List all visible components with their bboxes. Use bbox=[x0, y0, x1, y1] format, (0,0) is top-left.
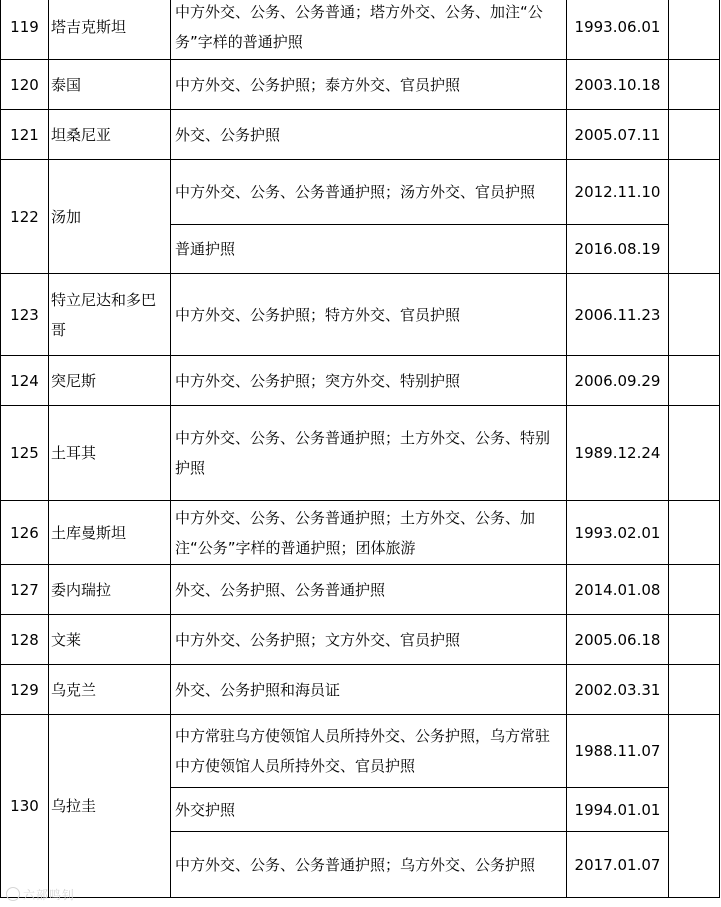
passport-coverage: 中方外交、公务、公务普通护照；土方外交、公务、特别护照 bbox=[171, 406, 567, 501]
country-name: 土库曼斯坦 bbox=[49, 501, 171, 565]
blank-cell bbox=[669, 615, 720, 665]
passport-coverage: 中方外交、公务、公务普通护照；汤方外交、官员护照 bbox=[171, 160, 567, 225]
row-number: 128 bbox=[1, 615, 49, 665]
row-number: 130 bbox=[1, 715, 49, 898]
table-row bbox=[1, 0, 720, 60]
passport-coverage: 中方外交、公务护照；突方外交、特别护照 bbox=[171, 356, 567, 406]
country-name: 文莱 bbox=[49, 615, 171, 665]
table-row bbox=[1, 501, 720, 565]
table-row bbox=[1, 274, 720, 356]
effective-date: 1993.06.01 bbox=[567, 0, 669, 60]
blank-cell bbox=[669, 274, 720, 356]
blank-cell bbox=[669, 501, 720, 565]
country-name: 乌克兰 bbox=[49, 665, 171, 715]
watermark-logo-icon bbox=[6, 887, 20, 901]
blank-cell bbox=[669, 715, 720, 898]
table-row bbox=[1, 356, 720, 406]
row-number: 129 bbox=[1, 665, 49, 715]
effective-date: 2002.03.31 bbox=[567, 665, 669, 715]
table-row bbox=[1, 615, 720, 665]
country-name: 土耳其 bbox=[49, 406, 171, 501]
effective-date: 2014.01.08 bbox=[567, 565, 669, 615]
row-number: 119 bbox=[1, 0, 49, 60]
blank-cell bbox=[669, 60, 720, 110]
table-row bbox=[1, 110, 720, 160]
blank-cell bbox=[669, 110, 720, 160]
table-row bbox=[1, 406, 720, 501]
effective-date: 2003.10.18 bbox=[567, 60, 669, 110]
passport-coverage: 中方外交、公务护照；特方外交、官员护照 bbox=[171, 274, 567, 356]
row-number: 126 bbox=[1, 501, 49, 565]
table-row bbox=[1, 665, 720, 715]
blank-cell bbox=[669, 160, 720, 274]
passport-coverage: 中方外交、公务、公务普通护照；乌方外交、公务护照 bbox=[171, 832, 567, 898]
passport-coverage: 中方外交、公务护照；文方外交、官员护照 bbox=[171, 615, 567, 665]
blank-cell bbox=[669, 665, 720, 715]
country-name: 坦桑尼亚 bbox=[49, 110, 171, 160]
passport-coverage: 外交、公务护照 bbox=[171, 110, 567, 160]
row-number: 123 bbox=[1, 274, 49, 356]
effective-date: 1994.01.01 bbox=[567, 788, 669, 832]
country-name: 特立尼达和多巴哥 bbox=[49, 274, 171, 356]
effective-date: 2005.06.18 bbox=[567, 615, 669, 665]
effective-date: 2006.11.23 bbox=[567, 274, 669, 356]
blank-cell bbox=[669, 0, 720, 60]
table-row bbox=[1, 565, 720, 615]
row-number: 121 bbox=[1, 110, 49, 160]
table-row bbox=[1, 60, 720, 110]
table-row bbox=[1, 160, 720, 225]
effective-date: 2012.11.10 bbox=[567, 160, 669, 225]
watermark-text: 六部鸣钊 bbox=[23, 888, 76, 902]
table-row bbox=[1, 715, 720, 788]
passport-coverage: 普通护照 bbox=[171, 225, 567, 274]
effective-date: 1988.11.07 bbox=[567, 715, 669, 788]
row-number: 124 bbox=[1, 356, 49, 406]
passport-coverage: 中方外交、公务、公务普通护照；土方外交、公务、加注“公务”字样的普通护照；团体旅游 bbox=[171, 501, 567, 565]
row-number: 120 bbox=[1, 60, 49, 110]
row-number: 122 bbox=[1, 160, 49, 274]
watermark bbox=[6, 886, 75, 903]
row-number: 127 bbox=[1, 565, 49, 615]
effective-date: 2005.07.11 bbox=[567, 110, 669, 160]
country-name: 汤加 bbox=[49, 160, 171, 274]
country-name: 突尼斯 bbox=[49, 356, 171, 406]
effective-date: 1989.12.24 bbox=[567, 406, 669, 501]
effective-date: 1993.02.01 bbox=[567, 501, 669, 565]
country-name: 乌拉圭 bbox=[49, 715, 171, 898]
passport-coverage: 中方常驻乌方使领馆人员所持外交、公务护照，乌方常驻中方使领馆人员所持外交、官员护照 bbox=[171, 715, 567, 788]
effective-date: 2006.09.29 bbox=[567, 356, 669, 406]
row-number: 125 bbox=[1, 406, 49, 501]
country-name: 塔吉克斯坦 bbox=[49, 0, 171, 60]
passport-coverage: 中方外交、公务、公务普通；塔方外交、公务、加注“公务”字样的普通护照 bbox=[171, 0, 567, 60]
country-name: 委内瑞拉 bbox=[49, 565, 171, 615]
country-name: 泰国 bbox=[49, 60, 171, 110]
passport-coverage: 外交护照 bbox=[171, 788, 567, 832]
blank-cell bbox=[669, 356, 720, 406]
passport-coverage: 外交、公务护照和海员证 bbox=[171, 665, 567, 715]
effective-date: 2017.01.07 bbox=[567, 832, 669, 898]
blank-cell bbox=[669, 406, 720, 501]
effective-date: 2016.08.19 bbox=[567, 225, 669, 274]
blank-cell bbox=[669, 565, 720, 615]
passport-coverage: 外交、公务护照、公务普通护照 bbox=[171, 565, 567, 615]
passport-coverage: 中方外交、公务护照；泰方外交、官员护照 bbox=[171, 60, 567, 110]
